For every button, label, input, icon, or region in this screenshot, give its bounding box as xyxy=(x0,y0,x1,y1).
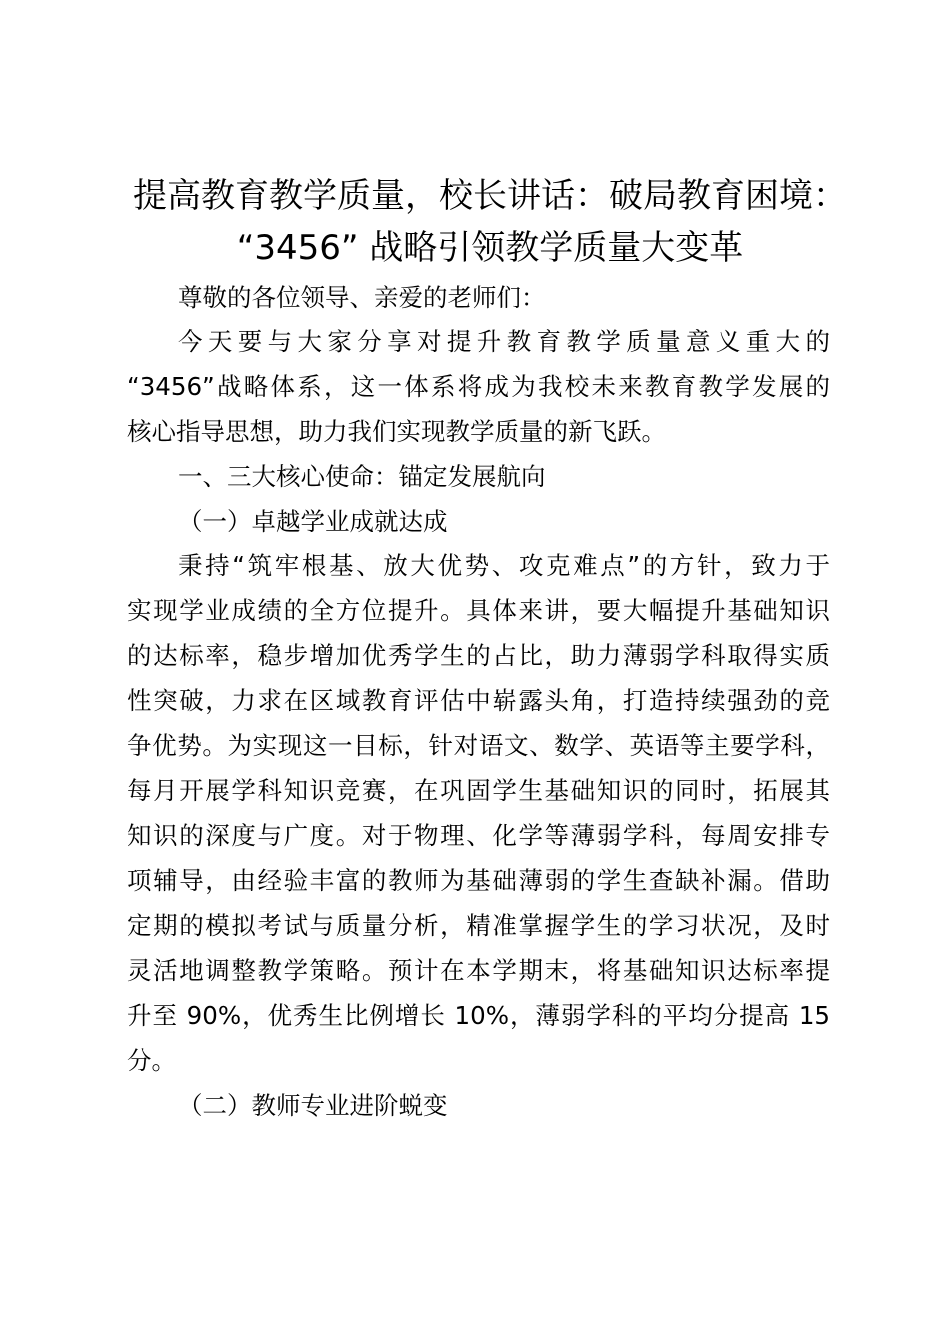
document-title-line-1: 提高教育教学质量，校长讲话：破局教育困境： xyxy=(133,176,847,216)
intro-line: 今天要与大家分享对提升教育教学质量意义重大的 xyxy=(178,327,830,356)
subsection-heading: （二）教师专业进阶蜕变 xyxy=(178,1091,448,1120)
paragraph-line: 灵活地调整教学策略。预计在本学期末，将基础知识达标率提 xyxy=(127,956,830,985)
greeting: 尊敬的各位领导、亲爱的老师们： xyxy=(178,283,546,312)
paragraph-line: 争优势。为实现这一目标，针对语文、数学、英语等主要学科， xyxy=(127,731,830,760)
intro-line: 核心指导思想，助力我们实现教学质量的新飞跃。 xyxy=(127,417,666,446)
subsection-heading: （一）卓越学业成就达成 xyxy=(178,507,448,536)
paragraph-line: 分。 xyxy=(127,1046,176,1075)
paragraph-line: 定期的模拟考试与质量分析，精准掌握学生的学习状况，及时 xyxy=(127,911,830,940)
paragraph-line: 知识的深度与广度。对于物理、化学等薄弱学科，每周安排专 xyxy=(127,821,830,850)
paragraph-line: 的达标率，稳步增加优秀学生的占比，助力薄弱学科取得实质 xyxy=(127,641,830,670)
paragraph-line: 每月开展学科知识竞赛，在巩固学生基础知识的同时，拓展其 xyxy=(127,776,830,805)
document-title-line-2: “3456” 战略引领教学质量大变革 xyxy=(236,228,744,268)
intro-line: “3456”战略体系，这一体系将成为我校未来教育教学发展的 xyxy=(127,372,830,401)
paragraph-line: 实现学业成绩的全方位提升。具体来讲，要大幅提升基础知识 xyxy=(127,596,830,625)
section-heading: 一、三大核心使命：锚定发展航向 xyxy=(178,462,546,491)
paragraph-line: 秉持“筑牢根基、放大优势、攻克难点”的方针，致力于 xyxy=(178,551,830,580)
paragraph-line: 升至 90%，优秀生比例增长 10%，薄弱学科的平均分提高 15 xyxy=(127,1001,830,1030)
paragraph-line: 性突破，力求在区域教育评估中崭露头角，打造持续强劲的竞 xyxy=(127,686,830,715)
paragraph-line: 项辅导，由经验丰富的教师为基础薄弱的学生查缺补漏。借助 xyxy=(127,866,830,895)
